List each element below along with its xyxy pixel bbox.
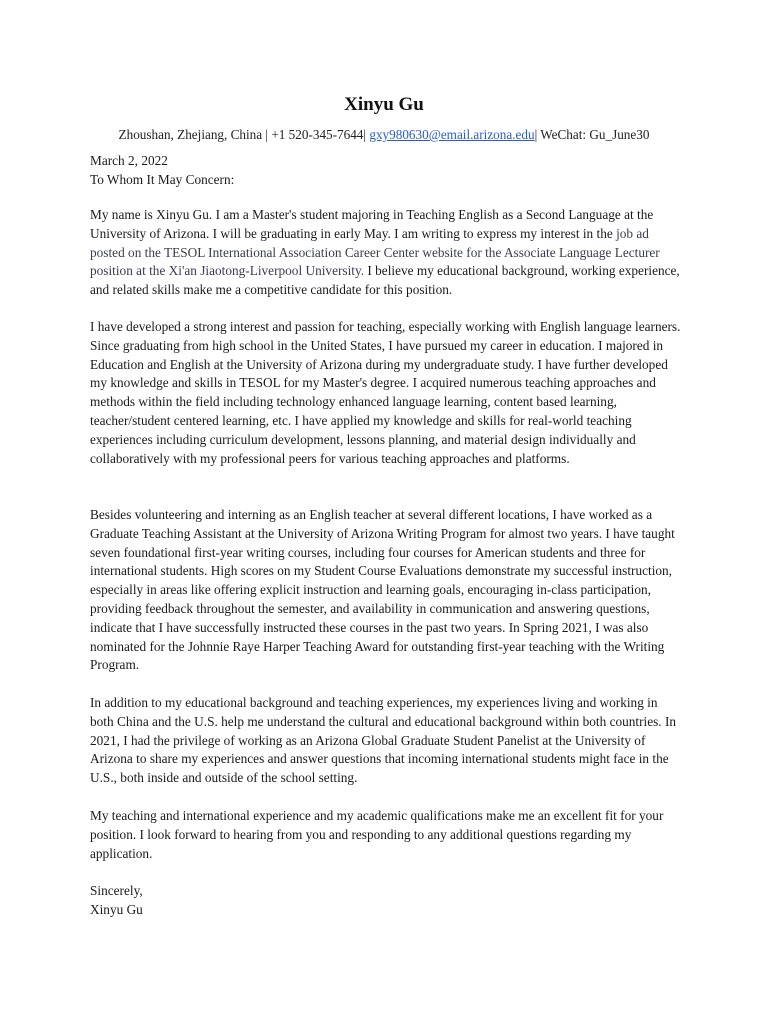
closing-block bbox=[90, 882, 684, 920]
paragraph-introduction bbox=[90, 206, 684, 300]
intro-text-end: I believe my educational background, working experience, and related skills make me a competitive candidate for this position. bbox=[90, 263, 680, 298]
contact-wechat: | WeChat: Gu_June30 bbox=[534, 127, 650, 142]
applicant-name: Xinyu Gu bbox=[344, 94, 424, 115]
contact-details: Zhoushan, Zhejiang, China | +1 520-345-7644| bbox=[118, 127, 370, 142]
paragraph-text: Besides volunteering and interning as an English teacher at several different locations, I have worked as a Graduate Teaching Assistant at the University of Arizona Writing Program for almost two years. I have taught seven foundational first-year writing courses, including four courses for American students and three for international students. High scores on my Student Course Evaluations demonstrate my successful instruction, especially in areas like offering explicit instruction and learning goals, encouraging in-class participation, providing feedback throughout the semester, and availability in communication and answering questions, indicate that I have successfully instructed these courses in the past two years. In Spring 2021, I was also nominated for the Johnnie Raye Harper Teaching Award for outstanding first-year teaching with the Writing Program. bbox=[90, 507, 675, 673]
letter-date: March 2, 2022 bbox=[90, 153, 168, 168]
contact-line bbox=[0, 127, 768, 143]
paragraph-text: In addition to my educational background and teaching experiences, my experiences living and working in both China and the U.S. help me understand the cultural and educational background within both countries. In 2021, I had the privilege of working as an Arizona Global Graduate Student Panelist at the University of Arizona to share my experiences and answer questions that incoming international students might face in the U.S., both inside and outside of the school setting. bbox=[90, 695, 677, 786]
valediction: Sincerely, bbox=[90, 883, 143, 898]
salutation: To Whom It May Concern: bbox=[90, 171, 235, 187]
intro-text-start: My name is Xinyu Gu. I am a Master's student majoring in Teaching English as a Second Language at the University of Arizona. I will be graduating in early May. I am writing to express my interest in the bbox=[90, 207, 654, 241]
email-link[interactable]: gxy980630@email.arizona.edu bbox=[369, 127, 535, 142]
paragraph-international-experience bbox=[90, 694, 684, 788]
paragraph-teaching-experience bbox=[90, 506, 684, 675]
date-salutation-block bbox=[90, 152, 684, 190]
paragraph-text: My teaching and international experience and my academic qualifications make me an excellent fit for your position. I look forward to hearing from you and responding to any additional questions regarding my application. bbox=[90, 808, 664, 861]
paragraph-teaching-passion bbox=[90, 318, 684, 468]
paragraph-text: I have developed a strong interest and passion for teaching, especially working with English language learners. Since graduating from high school in the United States, I have pursued my career in education. I majored in Education and English at the University of Arizona during my undergraduate study. I have further developed my knowledge and skills in TESOL for my Master's degree. I acquired numerous teaching approaches and methods within the field including technology enhanced language learning, content based learning, teacher/student centered learning, etc. I have applied my knowledge and skills for real-world teaching experiences including curriculum development, lessons planning, and material design individually and collaboratively with my professional peers for various teaching approaches and platforms. bbox=[90, 319, 681, 466]
paragraph-conclusion bbox=[90, 807, 684, 863]
job-ad-reference: job ad posted on the TESOL International Association Career Center website for the Associate Language Lecturer position at the Xi'an Jiaotong-Liverpool University. bbox=[90, 225, 660, 279]
signature-name: Xinyu Gu bbox=[90, 901, 143, 917]
